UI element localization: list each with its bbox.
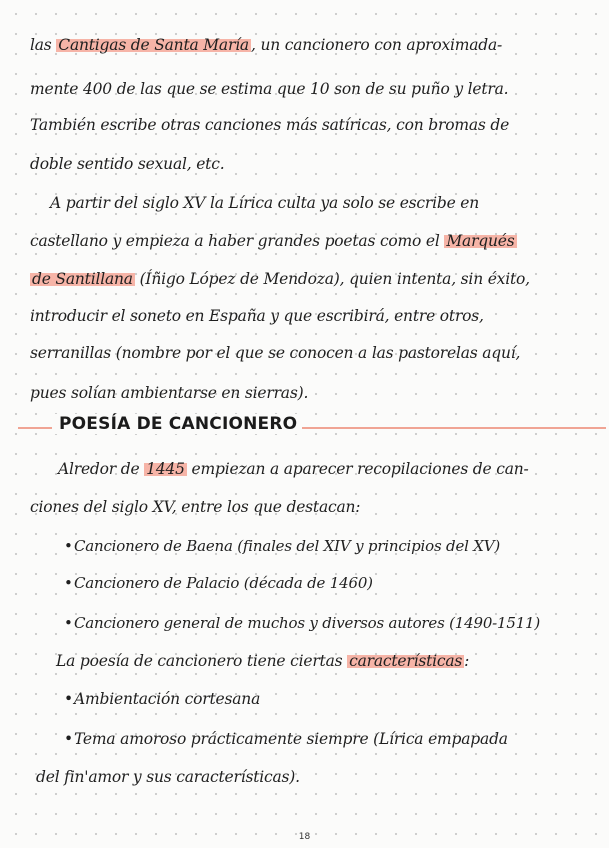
list-item-continuation: del fin'amor y sus características). <box>36 768 300 786</box>
page-number: 18 <box>298 832 311 842</box>
list-item <box>64 728 591 750</box>
section-heading: POESÍA DE CANCIONERO <box>54 414 302 434</box>
list-item <box>64 535 591 557</box>
heading-rule-left <box>18 427 52 429</box>
heading-rule-right <box>258 427 606 429</box>
paragraph2-line3 <box>30 268 591 290</box>
list-item <box>64 572 591 594</box>
text: La poesía de cancionero tiene ciertas <box>56 652 348 670</box>
paragraph2-line4: introducir el soneto en España y que escribirá, entre otros, <box>30 307 484 325</box>
paragraph2-line2 <box>30 230 591 252</box>
text: castellano y empieza a haber grandes poetas como el <box>30 232 445 250</box>
paragraph1-line2: mente 400 de las que se estima que 10 son de su puño y letra. <box>30 80 509 98</box>
paragraph1-line4: doble sentido sexual, etc. <box>30 155 225 173</box>
text: empiezan a aparecer recopilaciones de can- <box>186 460 529 478</box>
list-item <box>64 688 591 710</box>
text: (Íñigo López de Mendoza), quien intenta, sin éxito, <box>134 270 530 288</box>
text: : <box>464 652 470 670</box>
highlight-santillana: de Santillana <box>32 270 133 288</box>
paragraph1-line3: También escribe otras canciones más satíricas, con bromas de <box>30 116 510 134</box>
bullet-icon: • <box>64 574 73 592</box>
bullet-icon: • <box>64 730 73 748</box>
paragraph2-line1: A partir del siglo XV la Lírica culta ya solo se escribe en <box>50 194 480 212</box>
highlight-caracteristicas: características <box>349 652 463 670</box>
list-item-text: Cancionero de Palacio (década de 1460) <box>74 574 373 592</box>
highlight-marques: Marqués <box>446 232 515 250</box>
paragraph2-line5: serranillas (nombre por el que se conocen a las pastorelas aquí, <box>30 344 521 362</box>
paragraph3-line2: ciones del siglo XV, entre los que destacan: <box>30 498 361 516</box>
list-item-text: Cancionero general de muchos y diversos autores (1490-1511) <box>74 614 541 632</box>
list-item-text: Tema amoroso prácticamente siempre (Lírica empapada <box>74 730 508 748</box>
highlight-cantigas: Cantigas de Santa María <box>58 36 249 54</box>
list-item-text: Ambientación cortesana <box>74 690 261 708</box>
paragraph3-line1 <box>58 458 591 480</box>
list-item <box>64 612 591 634</box>
bullet-icon: • <box>64 690 73 708</box>
paragraph2-line6: pues solían ambientarse en sierras). <box>30 384 309 402</box>
bullet-icon: • <box>64 537 73 555</box>
text: Alredor de <box>58 460 145 478</box>
paragraph1-line1 <box>30 34 591 56</box>
highlight-year: 1445 <box>146 460 185 478</box>
list-item-text: Cancionero de Baena (finales del XIV y principios del XV) <box>74 537 501 555</box>
paragraph4-line <box>56 650 591 672</box>
bullet-icon: • <box>64 614 73 632</box>
text: las <box>30 36 57 54</box>
text: , un cancionero con aproximada- <box>250 36 503 54</box>
